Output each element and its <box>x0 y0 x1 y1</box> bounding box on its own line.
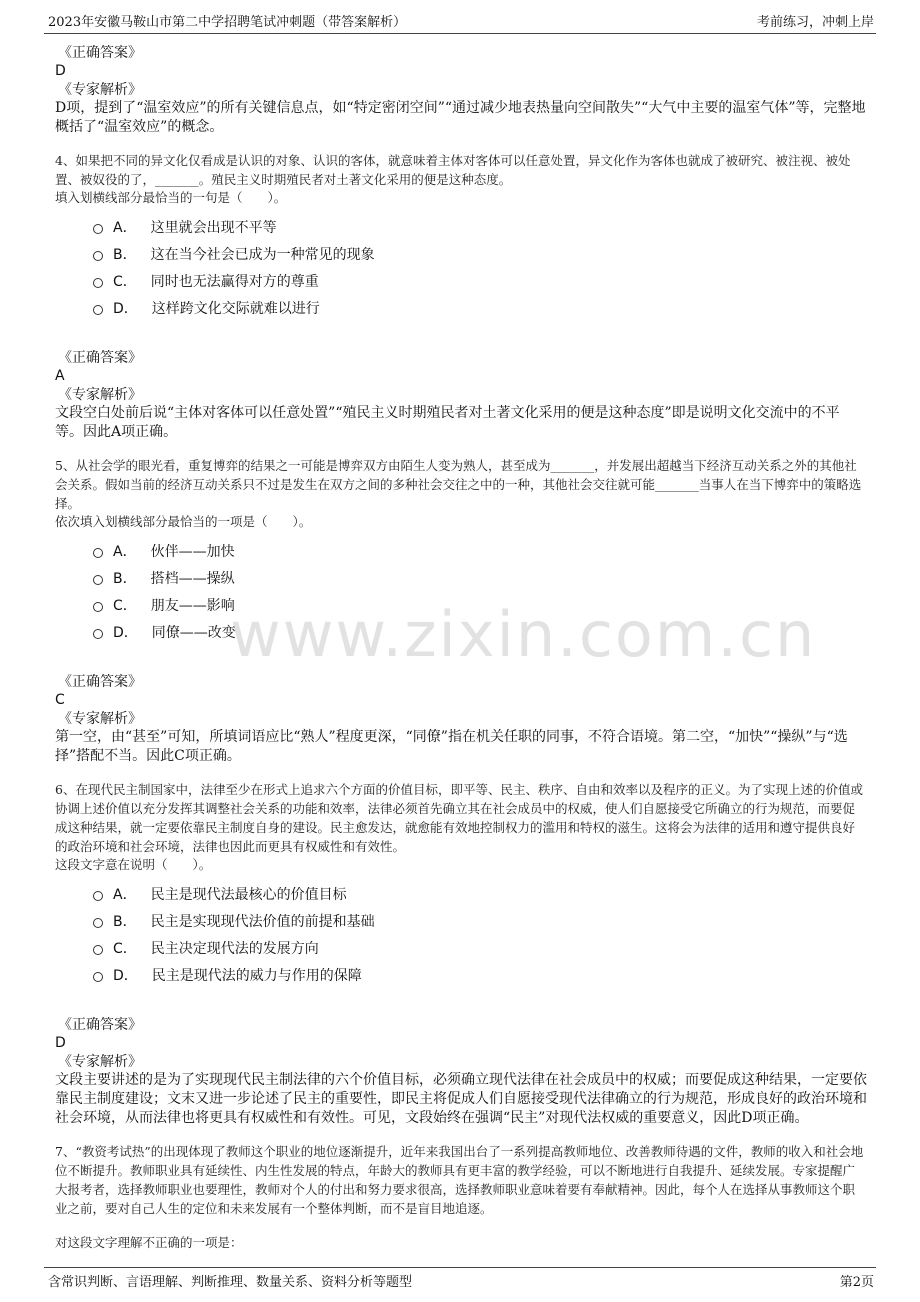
answer-label: 《正确答案》 <box>58 45 142 61</box>
option-letter: B． <box>113 913 137 930</box>
option-b[interactable] <box>93 240 867 267</box>
option-letter: D． <box>113 967 138 984</box>
option-a[interactable] <box>93 213 867 240</box>
analysis-label: 《专家解析》 <box>58 711 142 727</box>
answer-letter: D <box>55 63 66 79</box>
radio-icon[interactable] <box>93 891 103 901</box>
option-text: 民主是实现现代法价值的前提和基础 <box>150 913 375 930</box>
answer-label: 《正确答案》 <box>58 1017 142 1033</box>
answer-label: 《正确答案》 <box>58 674 142 690</box>
option-letter: A． <box>113 886 137 903</box>
answer-letter: C <box>55 692 65 708</box>
page-content <box>55 44 867 1252</box>
radio-icon[interactable] <box>93 972 103 982</box>
answer-block-q3 <box>55 44 867 137</box>
analysis-label: 《专家解析》 <box>58 82 142 98</box>
option-b[interactable] <box>93 907 867 934</box>
option-letter: C． <box>113 273 137 290</box>
radio-icon[interactable] <box>93 278 103 288</box>
question-prompt: 依次填入划横线部分最恰当的一项是（ ）。 <box>55 514 312 529</box>
footer-divider <box>44 1267 876 1268</box>
radio-icon[interactable] <box>93 602 103 612</box>
analysis-text: 文段主要讲述的是为了实现现代民主制法律的六个价值目标，必须确立现代法律在社会成员中的权威；而要促成这种结果，一定要依靠民主制度建设；文末又进一步论述了民主的重要性，即民主将促成人们自愿接受现代法律确立的行为规范，形成良好的政治环境和社会环境，从而法律也将更具有权威性和有效性。可见，文段始终在强调“民主”对现代法权威的重要意义，因此D项正确。 <box>55 1072 867 1126</box>
option-text: 民主是现代法最核心的价值目标 <box>150 886 347 903</box>
option-letter: D． <box>113 300 138 317</box>
option-d[interactable] <box>93 618 867 645</box>
option-letter: C． <box>113 940 137 957</box>
question-stem: 4、如果把不同的异文化仅看成是认识的对象、认识的客体，就意味着主体对客体可以任意处置，异文化作为客体也就成了被研究、被注视、被处置、被奴役的了，_______。殖民主义时期殖民者对土著文化采用的便是这种态度。 <box>55 153 851 187</box>
option-list <box>93 537 867 645</box>
answer-letter: D <box>55 1035 66 1051</box>
option-c[interactable] <box>93 591 867 618</box>
question-stem: 6、在现代民主制国家中，法律至少在形式上追求六个方面的价值目标，即平等、民主、秩序、自由和效率以及程序的正义。为了实现上述的价值或协调上述价值以充分发挥其调整社会关系的功能和效率，法律必须首先确立其在社会成员中的权威，使人们自愿接受它所确立的行为规范，而要促成这种结果，就一定要依靠民主制度自身的建设。民主愈发达，就愈能有效地控制权力的滥用和特权的滋生。这将会为法律的适用和遵守提供良好的政治环境和社会环境，法律也因此而更具有权威性和有效性。 <box>55 782 863 854</box>
header-slogan: 考前练习，冲刺上岸 <box>756 15 874 30</box>
question-stem: 5、从社会学的眼光看，重复博弈的结果之一可能是博弈双方由陌生人变为熟人，甚至成为_______，并发展出超越当下经济互动关系之外的其他社会关系。假如当前的经济互动关系只不过是发生在双方之间的多种社会交往之中的一种，其他社会交往就可能_______当事人在当下博弈中的策略选择。 <box>55 458 862 511</box>
option-letter: D． <box>113 624 138 641</box>
answer-label: 《正确答案》 <box>58 350 142 366</box>
radio-icon[interactable] <box>93 251 103 261</box>
radio-icon[interactable] <box>93 629 103 639</box>
page-number: 第2页 <box>839 1275 874 1290</box>
option-letter: A． <box>113 219 137 236</box>
option-text: 这样跨文化交际就难以进行 <box>151 300 320 317</box>
option-c[interactable] <box>93 934 867 961</box>
radio-icon[interactable] <box>93 548 103 558</box>
question-4 <box>55 151 867 442</box>
radio-icon[interactable] <box>93 945 103 955</box>
option-a[interactable] <box>93 880 867 907</box>
analysis-text: D项，提到了“温室效应”的所有关键信息点，如“特定密闭空间”“通过减少地表热量向空间散失”“大气中主要的温室气体”等，完整地概括了“温室效应”的概念。 <box>55 100 866 135</box>
option-letter: B． <box>113 246 137 263</box>
question-prompt: 填入划横线部分最恰当的一句是（ ）。 <box>55 190 287 205</box>
radio-icon[interactable] <box>93 224 103 234</box>
option-letter: C． <box>113 597 137 614</box>
option-text: 搭档——操纵 <box>150 570 235 587</box>
radio-icon[interactable] <box>93 918 103 928</box>
option-d[interactable] <box>93 961 867 988</box>
header-divider <box>44 33 876 34</box>
option-text: 同僚——改变 <box>151 624 236 641</box>
option-d[interactable] <box>93 294 867 321</box>
question-prompt: 这段文字意在说明（ ）。 <box>55 857 212 872</box>
option-text: 伙伴——加快 <box>150 543 235 560</box>
analysis-text: 文段空白处前后说“主体对客体可以任意处置”“殖民主义时期殖民者对土著文化采用的便是这种态度”即是说明文化交流中的不平等。因此A项正确。 <box>55 405 840 440</box>
document-title: 2023年安徽马鞍山市第二中学招聘笔试冲刺题（带答案解析） <box>48 15 407 30</box>
option-b[interactable] <box>93 564 867 591</box>
page-footer <box>0 1262 920 1302</box>
option-text: 同时也无法赢得对方的尊重 <box>150 273 319 290</box>
option-letter: B． <box>113 570 137 587</box>
question-6 <box>55 780 867 1128</box>
analysis-text: 第一空，由“甚至”可知，所填词语应比“熟人”程度更深，“同僚”指在机关任职的同事，不符合语境。第二空，“加快”“操纵”与“选择”搭配不当。因此C项正确。 <box>55 729 848 764</box>
option-c[interactable] <box>93 267 867 294</box>
option-list <box>93 880 867 988</box>
option-text: 这里就会出现不平等 <box>150 219 277 236</box>
question-5 <box>55 456 867 766</box>
radio-icon[interactable] <box>93 575 103 585</box>
analysis-label: 《专家解析》 <box>58 1054 142 1070</box>
question-prompt: 对这段文字理解不正确的一项是： <box>55 1235 243 1250</box>
option-text: 朋友——影响 <box>150 597 235 614</box>
option-text: 民主是现代法的威力与作用的保障 <box>151 967 362 984</box>
footer-categories: 含常识判断、言语理解、判断推理、数量关系、资料分析等题型 <box>48 1275 413 1290</box>
analysis-label: 《专家解析》 <box>58 387 142 403</box>
radio-icon[interactable] <box>93 305 103 315</box>
question-stem: 7、“教资考试热”的出现体现了教师这个职业的地位逐渐提升，近年来我国出台了一系列提高教师地位、改善教师待遇的文件，教师的收入和社会地位不断提升。教师职业具有延续性、内生性发展的特点，年龄大的教师具有更丰富的教学经验，可以不断地进行自我提升、延续发展。专家提醒广大报考者，选择教师职业也要理性，教师对个人的付出和努力要求很高，选择教师职业意味着要有奉献精神。因此，每个人在选择从事教师这个职业之前，要对自己人生的定位和未来发展有一个整体判断，而不是盲目地追逐。 <box>55 1144 864 1216</box>
option-letter: A． <box>113 543 137 560</box>
option-text: 这在当今社会已成为一种常见的现象 <box>150 246 375 263</box>
page-header <box>0 0 920 34</box>
option-text: 民主决定现代法的发展方向 <box>150 940 319 957</box>
answer-letter: A <box>55 368 65 384</box>
watermark: www.zixin.com.cn <box>230 598 817 671</box>
question-7 <box>55 1142 867 1252</box>
option-list <box>93 213 867 321</box>
option-a[interactable] <box>93 537 867 564</box>
